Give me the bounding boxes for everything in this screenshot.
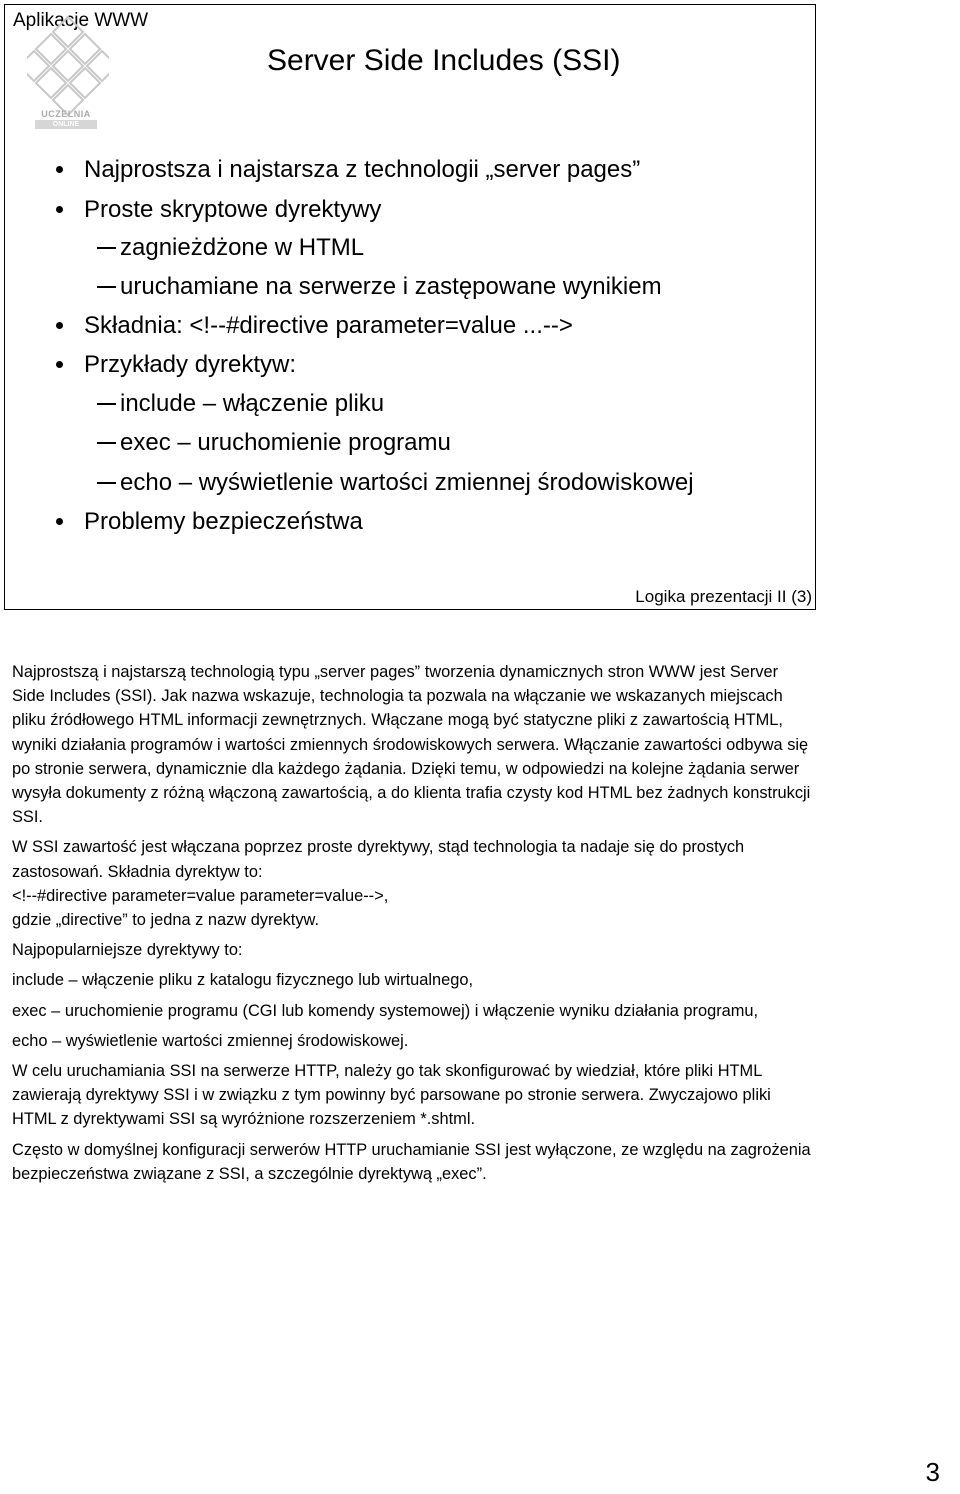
notes-paragraph: W SSI zawartość jest włączana poprzez proste dyrektywy, stąd technologia ta nadaje się do prostych zastosowań. Składnia dyrektyw to: (12, 838, 745, 881)
sub-bullet-item (120, 469, 694, 497)
notes-paragraph: Najpopularniejsze dyrektywy to: (12, 941, 243, 960)
dash-icon (97, 403, 116, 405)
dash-icon (97, 286, 116, 288)
slide-title: Server Side Includes (SSI) (267, 44, 621, 77)
notes-paragraph: include – włączenie pliku z katalogu fizycznego lub wirtualnego, (12, 971, 474, 990)
notes-paragraph: W celu uruchamiania SSI na serwerze HTTP, należy go tak skonfigurować by wiedział, które pliki HTML zawierają dyrektywy SSI i w związku z tym powinny być parsowane po stronie serwera. Zwyczajowo pliki HTML z dyrektywami SSI są wyróżnione rozszerzeniem *.shtml. (12, 1062, 771, 1129)
bullet-text: uruchamiane na serwerze i zastępowane wynikiem (120, 273, 662, 300)
bullet-text: Przykłady dyrektyw: (84, 351, 297, 378)
sub-bullet-item (120, 390, 384, 418)
dash-icon (97, 482, 116, 484)
bullet-item (84, 508, 363, 536)
bullet-item (84, 196, 381, 224)
sub-bullet-item (120, 273, 662, 301)
bullet-dot-icon (56, 518, 63, 525)
bullet-text: Problemy bezpieczeństwa (84, 508, 363, 535)
slide-bullet-list (5, 5, 815, 609)
bullet-text: include – włączenie pliku (120, 390, 385, 417)
lecture-notes (12, 660, 812, 1192)
sub-bullet-item (120, 429, 451, 457)
page-number: 3 (925, 1457, 940, 1487)
dash-icon (97, 442, 116, 444)
bullet-text: zagnieżdżone w HTML (120, 234, 365, 261)
bullet-text: exec – uruchomienie programu (120, 429, 451, 456)
bullet-item (84, 351, 296, 379)
bullet-text: Proste skryptowe dyrektywy (84, 196, 382, 223)
logo-text: UCZELNIA (41, 109, 91, 119)
bullet-dot-icon (56, 206, 63, 213)
notes-paragraph: gdzie „directive” to jedna z nazw dyrektyw. (12, 911, 320, 930)
notes-paragraph: echo – wyświetlenie wartości zmiennej środowiskowej. (12, 1031, 409, 1050)
bullet-dot-icon (56, 361, 63, 368)
notes-syntax-line: <!--#directive parameter=value parameter=value-->, (12, 886, 389, 905)
slide-footer: Logika prezentacji II (3) (635, 587, 812, 606)
bullet-item (84, 312, 573, 340)
sub-bullet-item (120, 234, 364, 262)
notes-paragraph: Najprostszą i najstarszą technologią typu „server pages” tworzenia dynamicznych stron WWW jest Server Side Includes (SSI). Jak nazwa wskazuje, technologia ta pozwala na włączanie we wskazanych miejscach pliku źródłowego HTML informacji zewnętrznych. Włączane mogą być statyczne pliki z zawartością HTML, wyniki działania programów i wartości zmiennych środowiskowych serwera. Włączanie zawartości odbywa się po stronie serwera, dynamicznie dla każdego żądania. Dzięki temu, w odpowiedzi na kolejne żądania serwer wysyła dokumenty z różną włączoną zawartością, a do klienta trafia czysty kod HTML bez żadnych konstrukcji SSI. (12, 663, 811, 827)
slide-header: Aplikacje WWW (13, 10, 149, 31)
notes-paragraph: Często w domyślnej konfiguracji serwerów HTTP uruchamianie SSI jest wyłączone, ze względu na zagrożenia bezpieczeństwa związane z SSI, a szczególnie dyrektywą „exec”. (12, 1140, 811, 1183)
bullet-text: Składnia: <!--#directive parameter=value ...--> (84, 312, 573, 339)
slide-frame (4, 4, 816, 610)
logo-subtext: ONLINE (35, 120, 97, 129)
bullet-dot-icon (56, 322, 63, 329)
notes-paragraph: exec – uruchomienie programu (CGI lub komendy systemowej) i włączenie wyniku działania programu, (12, 1001, 759, 1020)
bullet-text: Najprostsza i najstarsza z technologii „server pages” (84, 156, 641, 183)
dash-icon (97, 247, 116, 249)
bullet-item (84, 156, 640, 184)
bullet-dot-icon (56, 166, 63, 173)
bullet-text: echo – wyświetlenie wartości zmiennej środowiskowej (120, 469, 694, 496)
